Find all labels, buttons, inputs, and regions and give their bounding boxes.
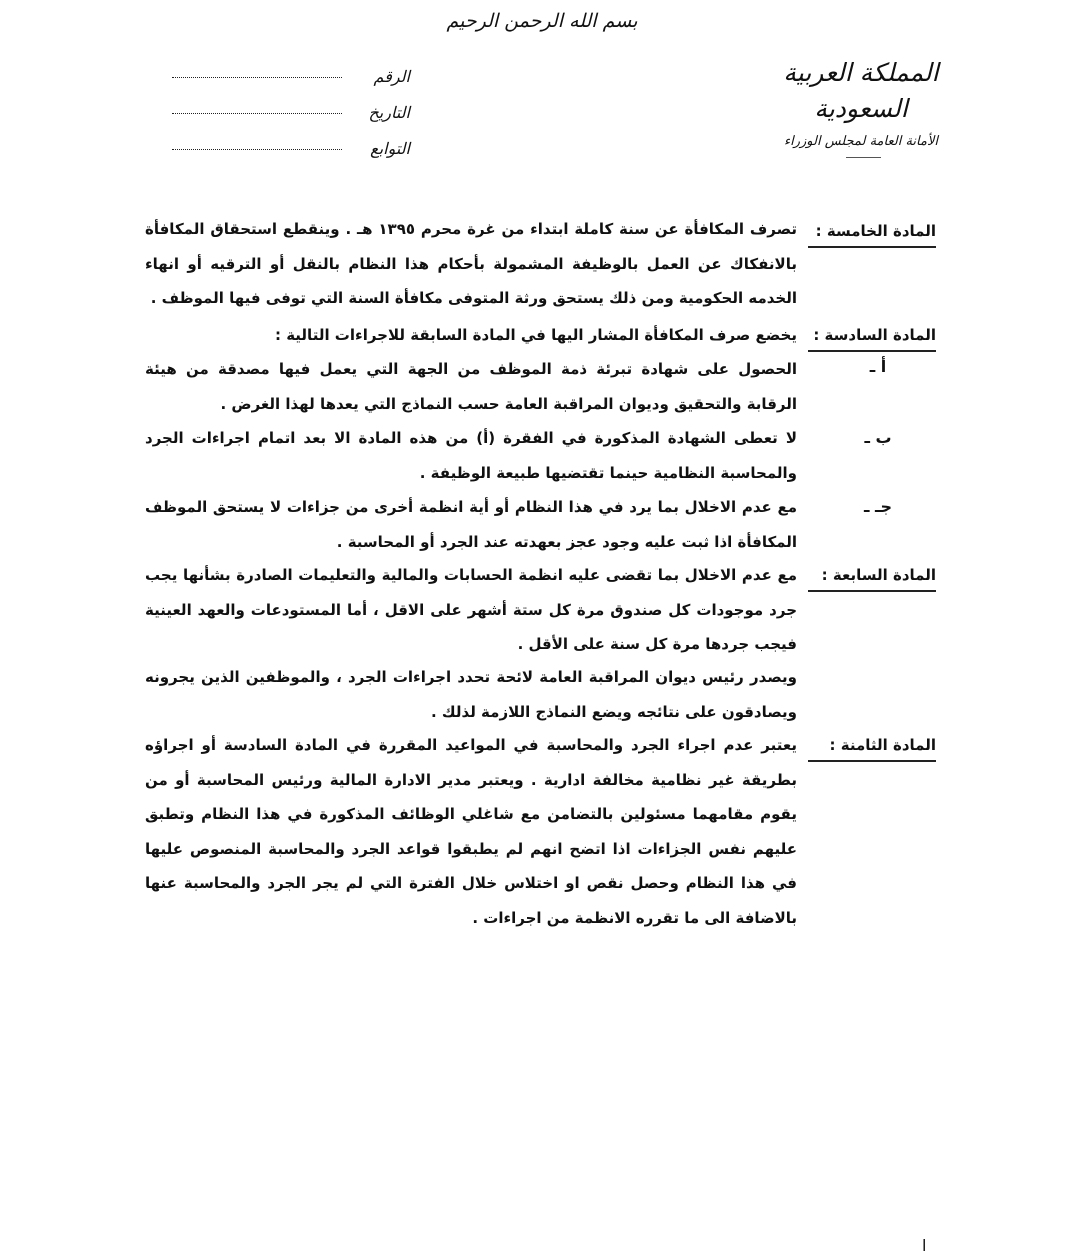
ref-number-line (172, 67, 342, 78)
article-6-text: يخضع صرف المكافأة المشار اليها في المادة السابقة للاجراءات التالية : (274, 326, 797, 344)
ref-number-row (160, 50, 410, 86)
article-8-text: يعتبر عدم اجراء الجرد والمحاسبة في المواعيد المقررة في المادة السادسة أو اجراؤه بطريقة غير نظامية مخالفة ادارية . ويعتبر مدير الادارة المالية ورئيس المحاسبة أو من يقوم مقامهما مسئولين بالتضامن مع شاغلي الوظائف المذكورة في هذا النظام وتطبق عليهم نفس الجزاءات اذا اتضح انهم لم يطبقوا قواعد الجرد والمحاسبة المنصوص عليها في هذا النظام وحصل نقص او اختلاس خلال الفترة التي لم يجر الجرد والمحاسبة عنها بالاضافة الى ما تقرره الانظمة من اجراءات . (145, 736, 797, 927)
item-c-label: جـ ـ (863, 497, 893, 516)
article-5-heading: المادة الخامسة : (808, 222, 936, 248)
ref-date-row (160, 86, 410, 122)
letterhead-subtitle: الأمانة العامة لمجلس الوزراء (784, 134, 938, 149)
ref-attachments-row (160, 122, 410, 158)
item-a-text: الحصول على شهادة تبرئة ذمة الموظف من الجهة التي يعمل فيها مصدقة من هيئة الرقابة والتحقيق وديوان المراقبة العامة حسب النماذج التي يعدها لهذا الغرض . (145, 360, 797, 413)
ref-date-label: التاريخ (368, 103, 410, 122)
ref-number-label: الرقم (373, 67, 410, 86)
article-6-heading: المادة السادسة : (808, 326, 936, 352)
letterhead-title: المملكة العربية السعودية (783, 58, 939, 123)
article-7-text-2: ويصدر رئيس ديوان المراقبة العامة لائحة تحدد اجراءات الجرد ، والموظفين الذين يجرونه ويصادقون على نتائجه ويضع النماذج اللازمة لذلك . (145, 668, 797, 721)
article-7-text: مع عدم الاخلال بما تقضى عليه انظمة الحسابات والمالية والتعليمات الصادرة بشأنها يجب جرد موجودات كل صندوق مرة كل ستة أشهر على الاقل ، أما المستودعات والعهد العينية فيجب جردها مرة كل سنة على الأقل . (145, 566, 797, 653)
article-8-heading: المادة الثامنة : (808, 736, 936, 762)
article-7-heading: المادة السابعة : (808, 566, 936, 592)
corner-mark: ا (922, 1236, 927, 1255)
item-c-text: مع عدم الاخلال بما يرد في هذا النظام أو أية انظمة أخرى من جزاءات لا يستحق الموظف المكافأة اذا ثبت عليه وجود عجز بعهدته عند الجرد أو المحاسبة . (145, 498, 797, 551)
item-a-label: أ ـ (869, 357, 887, 376)
ref-attachments-label: التوابع (370, 139, 410, 158)
reference-fields (160, 50, 410, 158)
letterhead (766, 55, 956, 153)
ref-attachments-line (172, 139, 342, 150)
ref-date-line (172, 103, 342, 114)
article-5-text: تصرف المكافأة عن سنة كاملة ابتداء من غرة محرم ١٣٩٥ هـ . وينقطع استحقاق المكافأة بالانفكاك عن العمل بالوظيفة المشمولة بأحكام هذا النظام بالنقل أو الترقيه أو انهاء الخدمه الحكومية ومن ذلك يستحق ورثة المتوفى مكافأة السنة التي توفى فيها الموظف . (145, 220, 797, 307)
letterhead-divider (846, 157, 881, 158)
basmala-heading: بسم الله الرحمن الرحيم (446, 10, 638, 32)
item-b-label: ب ـ (864, 428, 892, 447)
item-b-text: لا تعطى الشهادة المذكورة في الفقرة (أ) من هذه المادة الا بعد اتمام اجراءات الجرد والمحاسبة النظامية حينما تقتضيها طبيعة الوظيفة . (145, 429, 797, 482)
